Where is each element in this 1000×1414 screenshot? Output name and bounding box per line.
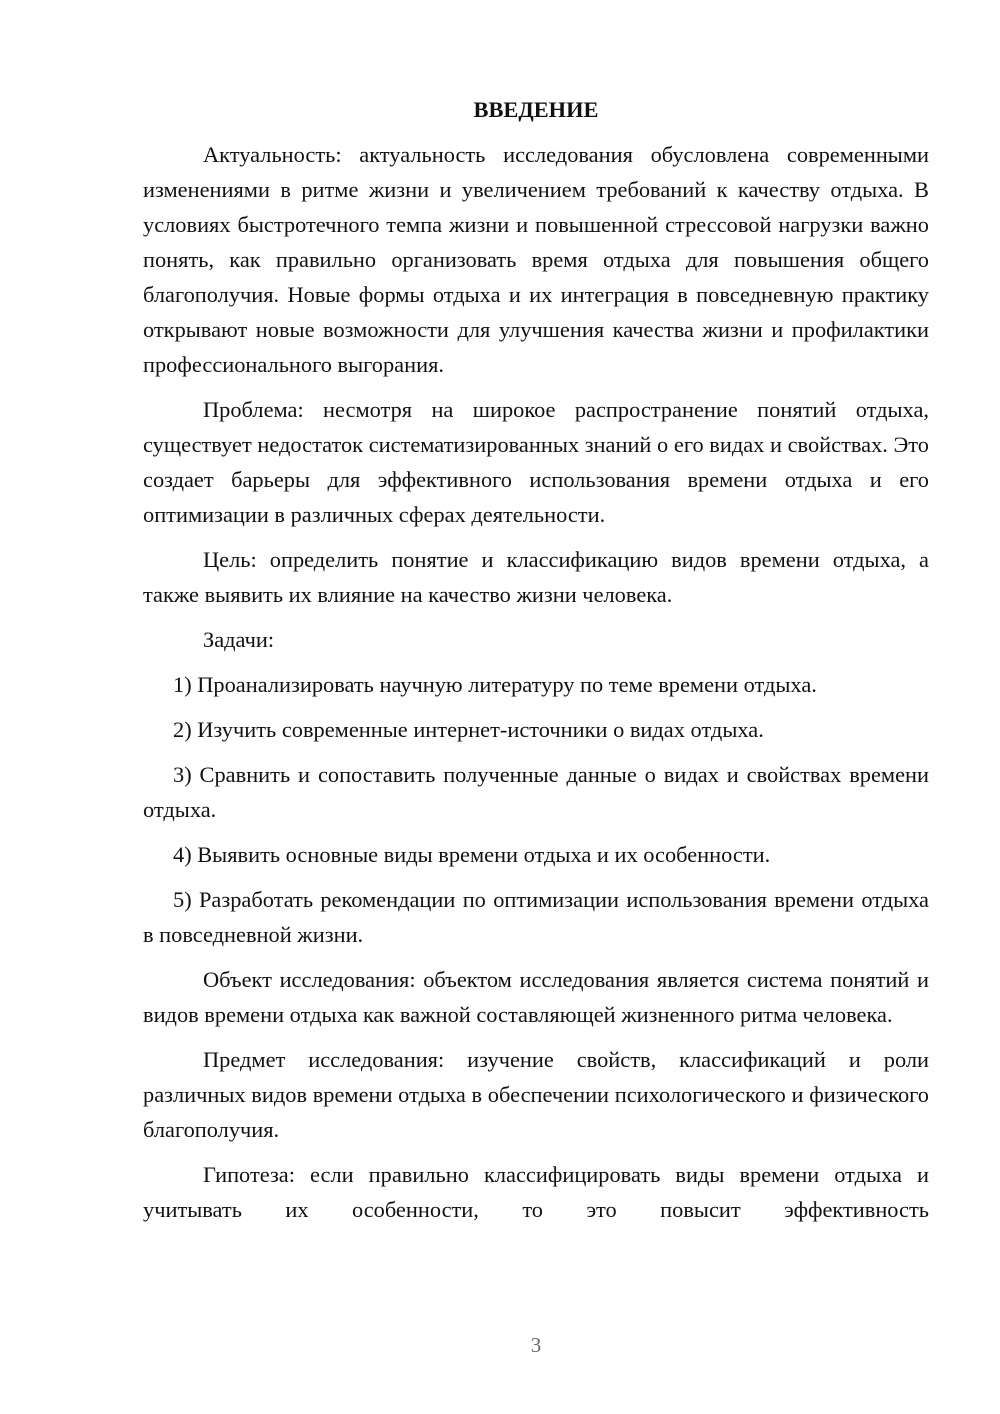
paragraph-object: Объект исследования: объектом исследования является система понятий и видов времени отдыха как важной составляющей жизненного ритма человека. [143, 967, 929, 1027]
section-title: ВВЕДЕНИЕ [473, 97, 599, 122]
task-item-2: 2) Изучить современные интернет-источники о видах отдыха. [173, 717, 764, 742]
task-item-4: 4) Выявить основные виды времени отдыха и их особенности. [173, 842, 771, 867]
paragraph-relevance: Актуальность: актуальность исследования обусловлена современными изменениями в ритме жизни и увеличением требований к качеству отдыха. В условиях быстротечного темпа жизни и повышенной стрессовой нагрузки важно понять, как правильно организовать время отдыха для повышения общего благополучия. Новые формы отдыха и их интеграция в повседневную практику открывают новые возможности для улучшения качества жизни и профилактики профессионального выгорания. [143, 142, 929, 377]
paragraph-hypothesis: Гипотеза: если правильно классифицировать виды времени отдыха и учитывать их особенности, то это повысит эффективность [143, 1162, 929, 1222]
task-item-1: 1) Проанализировать научную литературу по теме времени отдыха. [173, 672, 817, 697]
paragraph-subject: Предмет исследования: изучение свойств, классификаций и роли различных видов времени отдыха в обеспечении психологического и физического благополучия. [143, 1047, 929, 1142]
paragraph-problem: Проблема: несмотря на широкое распространение понятий отдыха, существует недостаток систематизированных знаний о его видах и свойствах. Это создает барьеры для эффективного использования времени отдыха и его оптимизации в различных сферах деятельности. [143, 397, 929, 527]
page-content [143, 93, 929, 1237]
paragraph-goal: Цель: определить понятие и классификацию видов времени отдыха, а также выявить их влияние на качество жизни человека. [143, 547, 929, 607]
paragraph-tasks-heading: Задачи: [203, 627, 275, 652]
page-number: 3 [530, 1333, 542, 1357]
task-item-3: 3) Сравнить и сопоставить полученные данные о видах и свойствах времени отдыха. [143, 762, 929, 822]
task-item-5: 5) Разработать рекомендации по оптимизации использования времени отдыха в повседневной жизни. [143, 887, 929, 947]
